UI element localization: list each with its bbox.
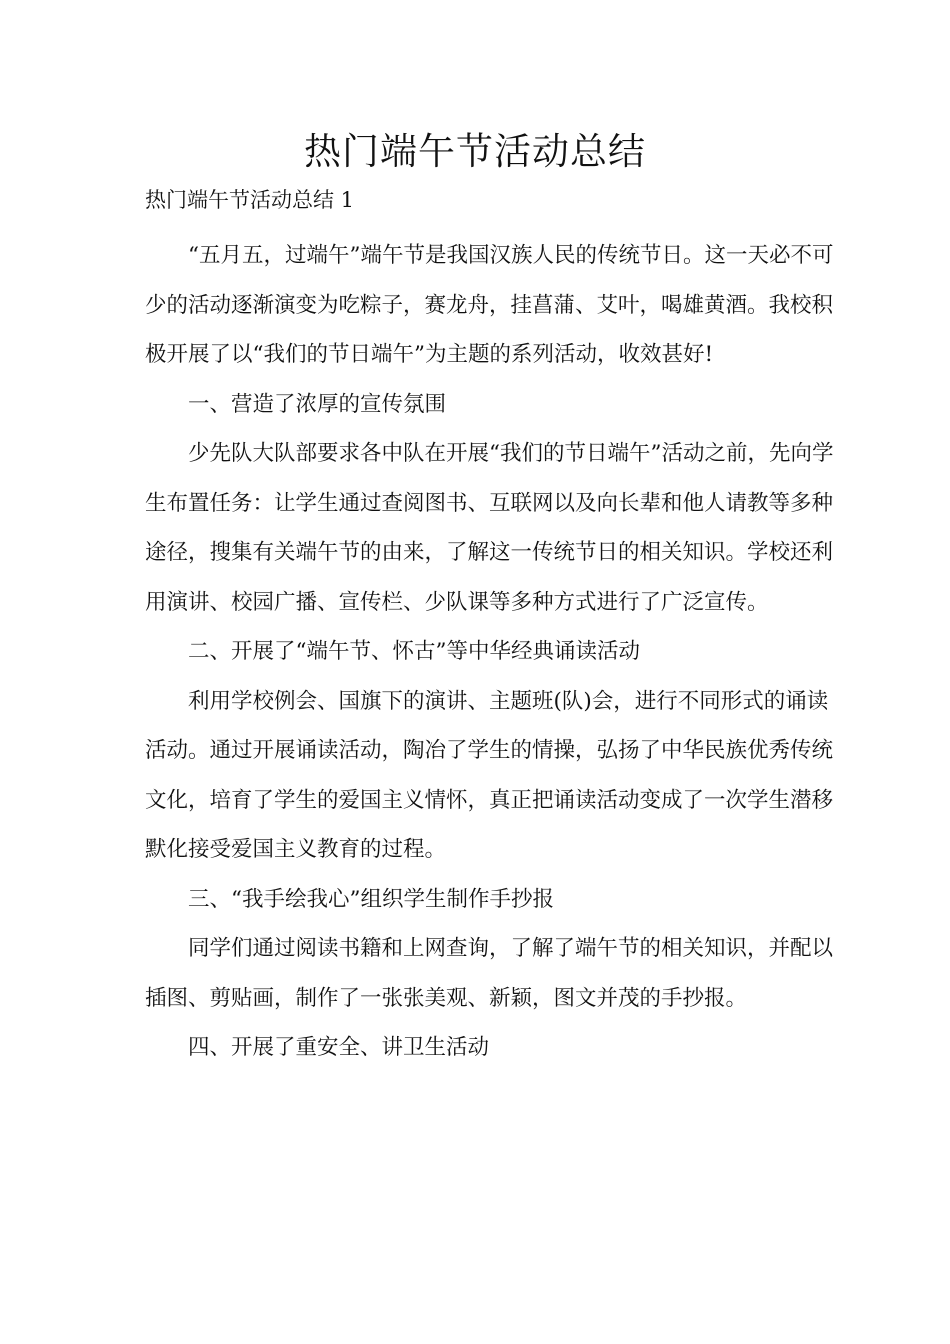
section-paragraph-2: 利用学校例会、国旗下的演讲、主题班(队)会，进行不同形式的诵读活动。通过开展诵读活动，陶冶了学生的情操，弘扬了中华民族优秀传统文化，培育了学生的爱国主义情怀，真正把诵读活动变成了一次学生潜移默化接受爱国主义教育的过程。 bbox=[145, 688, 834, 862]
section-paragraph-3: 同学们通过阅读书籍和上网查询，了解了端午节的相关知识，并配以插图、剪贴画，制作了一张张美观、新颖，图文并茂的手抄报。 bbox=[145, 936, 834, 1011]
section-heading-2: 二、开展了“端午节、怀古”等中华经典诵读活动 bbox=[188, 639, 640, 664]
section-heading-1: 一、营造了浓厚的宣传氛围 bbox=[188, 391, 447, 417]
intro-paragraph: “五月五，过端午”端午节是我国汉族人民的传统节日。这一天必不可少的活动逐渐演变为吃粽子，赛龙舟，挂菖蒲、艾叶，喝雄黄酒。我校积极开展了以“我们的节日端午”为主题的系列活动，收效甚好! bbox=[145, 243, 834, 367]
section-heading-3: 三、“我手绘我心”组织学生制作手抄报 bbox=[188, 886, 554, 912]
document-body bbox=[145, 231, 835, 1073]
section-paragraph-1: 少先队大队部要求各中队在开展“我们的节日端午”活动之前，先向学生布置任务：让学生通过查阅图书、互联网以及向长辈和他人请教等多种途径，搜集有关端午节的由来，了解这一传统节日的相关知识。学校还利用演讲、校园广播、宣传栏、少队课等多种方式进行了广泛宣传。 bbox=[145, 441, 834, 615]
document-title: 热门端午节活动总结 bbox=[304, 130, 646, 173]
section-heading-4: 四、开展了重安全、讲卫生活动 bbox=[188, 1035, 490, 1060]
document-subtitle: 热门端午节活动总结 1 bbox=[145, 188, 355, 212]
